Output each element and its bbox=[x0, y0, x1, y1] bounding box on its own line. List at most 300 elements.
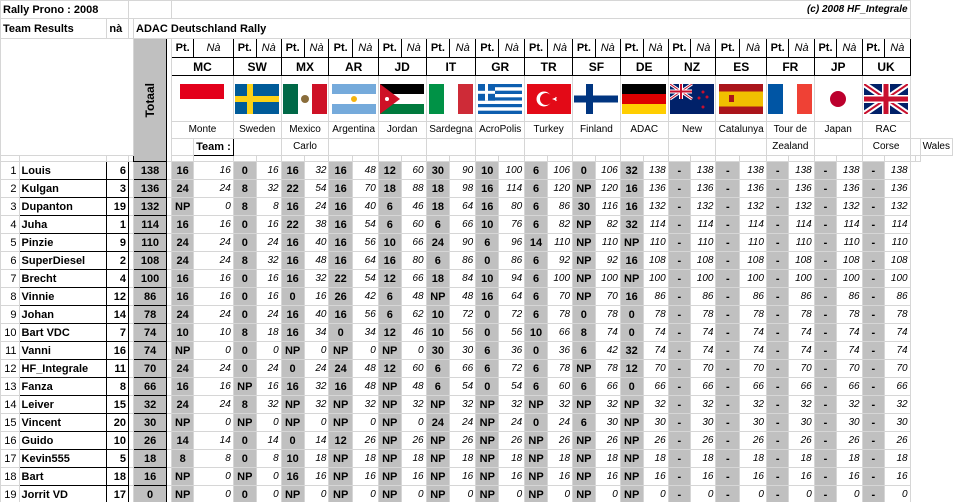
cumulative-cell[interactable]: 42 bbox=[595, 342, 620, 360]
cumulative-cell[interactable]: 16 bbox=[304, 288, 329, 306]
points-cell[interactable]: 16 bbox=[476, 288, 499, 306]
points-cell[interactable]: 18 bbox=[378, 180, 401, 198]
cumulative-cell[interactable]: 70 bbox=[789, 360, 814, 378]
points-cell[interactable]: 0 bbox=[620, 324, 643, 342]
points-cell[interactable]: 24 bbox=[329, 360, 352, 378]
cumulative-cell[interactable]: 66 bbox=[691, 378, 716, 396]
rank-cell[interactable]: 3 bbox=[1, 198, 20, 216]
points-cell[interactable]: - bbox=[766, 252, 788, 270]
points-cell[interactable]: NP bbox=[172, 414, 194, 432]
points-cell[interactable]: NP bbox=[525, 468, 548, 486]
points-cell[interactable]: NP bbox=[426, 486, 450, 502]
points-cell[interactable]: - bbox=[862, 468, 884, 486]
points-cell[interactable]: - bbox=[766, 450, 788, 468]
points-cell[interactable]: NP bbox=[620, 414, 643, 432]
points-cell[interactable]: 6 bbox=[525, 360, 548, 378]
cumulative-cell[interactable]: 24 bbox=[194, 180, 234, 198]
cumulative-cell[interactable]: 0 bbox=[401, 414, 426, 432]
points-cell[interactable]: - bbox=[814, 270, 836, 288]
cumulative-cell[interactable]: 16 bbox=[401, 468, 426, 486]
points-cell[interactable]: - bbox=[668, 432, 690, 450]
cumulative-cell[interactable]: 16 bbox=[256, 216, 281, 234]
points-cell[interactable]: 16 bbox=[329, 252, 352, 270]
cumulative-cell[interactable]: 114 bbox=[643, 216, 668, 234]
na-cell[interactable]: 9 bbox=[107, 234, 129, 252]
team-name-cell[interactable]: Fanza bbox=[19, 378, 107, 396]
cumulative-cell[interactable]: 18 bbox=[789, 450, 814, 468]
points-cell[interactable]: 6 bbox=[476, 342, 499, 360]
points-cell[interactable]: 8 bbox=[233, 180, 256, 198]
flag-es-icon[interactable] bbox=[716, 76, 766, 122]
pt-header[interactable]: Pt. bbox=[766, 39, 788, 58]
points-cell[interactable]: 6 bbox=[378, 216, 401, 234]
points-cell[interactable]: - bbox=[766, 306, 788, 324]
cumulative-cell[interactable]: 32 bbox=[352, 396, 378, 414]
points-cell[interactable]: - bbox=[862, 270, 884, 288]
points-cell[interactable]: NP bbox=[281, 414, 304, 432]
rally-code-nz[interactable]: NZ bbox=[668, 58, 716, 76]
points-cell[interactable]: - bbox=[766, 414, 788, 432]
na-cell[interactable]: 19 bbox=[107, 198, 129, 216]
cumulative-cell[interactable]: 138 bbox=[643, 162, 668, 180]
points-cell[interactable]: 0 bbox=[476, 252, 499, 270]
cumulative-cell[interactable]: 78 bbox=[885, 306, 911, 324]
points-cell[interactable]: 24 bbox=[172, 252, 194, 270]
total-cell[interactable]: 16 bbox=[134, 468, 167, 486]
team-name-cell[interactable]: Vincent bbox=[19, 414, 107, 432]
flag-mc-icon[interactable] bbox=[172, 76, 234, 122]
points-cell[interactable]: 16 bbox=[620, 288, 643, 306]
cumulative-cell[interactable]: 16 bbox=[304, 468, 329, 486]
cumulative-cell[interactable]: 0 bbox=[256, 468, 281, 486]
na-cell[interactable]: 3 bbox=[107, 180, 129, 198]
rank-cell[interactable]: 12 bbox=[1, 360, 20, 378]
cumulative-cell[interactable]: 78 bbox=[740, 306, 767, 324]
rank-cell[interactable]: 2 bbox=[1, 180, 20, 198]
cumulative-cell[interactable]: 114 bbox=[837, 216, 862, 234]
pt-header[interactable]: Pt. bbox=[281, 39, 304, 58]
cumulative-cell[interactable]: 0 bbox=[352, 414, 378, 432]
points-cell[interactable]: - bbox=[766, 396, 788, 414]
cumulative-cell[interactable]: 80 bbox=[401, 252, 426, 270]
cumulative-cell[interactable]: 110 bbox=[643, 234, 668, 252]
cumulative-cell[interactable]: 66 bbox=[837, 378, 862, 396]
cumulative-cell[interactable]: 90 bbox=[450, 234, 476, 252]
cumulative-cell[interactable]: 70 bbox=[595, 288, 620, 306]
cumulative-cell[interactable]: 70 bbox=[547, 288, 572, 306]
na-cell[interactable]: 15 bbox=[107, 396, 129, 414]
points-cell[interactable]: 0 bbox=[233, 432, 256, 450]
points-cell[interactable]: NP bbox=[233, 414, 256, 432]
points-cell[interactable]: - bbox=[862, 306, 884, 324]
points-cell[interactable]: - bbox=[668, 288, 690, 306]
na-cell[interactable]: 6 bbox=[107, 162, 129, 180]
points-cell[interactable]: 0 bbox=[233, 306, 256, 324]
points-cell[interactable]: NP bbox=[573, 252, 596, 270]
points-cell[interactable]: NP bbox=[573, 288, 596, 306]
pt-header[interactable]: Pt. bbox=[668, 39, 690, 58]
cumulative-cell[interactable]: 36 bbox=[499, 342, 525, 360]
cumulative-cell[interactable]: 16 bbox=[256, 378, 281, 396]
team-name-cell[interactable]: Vanni bbox=[19, 342, 107, 360]
rally-code-jp[interactable]: JP bbox=[814, 58, 862, 76]
team-name-cell[interactable]: Brecht bbox=[19, 270, 107, 288]
points-cell[interactable]: 32 bbox=[620, 342, 643, 360]
cumulative-cell[interactable]: 18 bbox=[595, 450, 620, 468]
team-name-cell[interactable]: Bart bbox=[19, 468, 107, 486]
points-cell[interactable]: - bbox=[766, 378, 788, 396]
points-cell[interactable]: - bbox=[668, 198, 690, 216]
points-cell[interactable]: - bbox=[716, 414, 740, 432]
points-cell[interactable]: 0 bbox=[329, 324, 352, 342]
na-italic-header[interactable]: Nà bbox=[256, 39, 281, 58]
cumulative-cell[interactable]: 132 bbox=[643, 198, 668, 216]
points-cell[interactable]: - bbox=[862, 180, 884, 198]
points-cell[interactable]: - bbox=[862, 432, 884, 450]
cumulative-cell[interactable]: 86 bbox=[547, 198, 572, 216]
cumulative-cell[interactable]: 16 bbox=[643, 468, 668, 486]
points-cell[interactable]: 16 bbox=[476, 180, 499, 198]
points-cell[interactable]: - bbox=[716, 342, 740, 360]
points-cell[interactable]: - bbox=[766, 432, 788, 450]
points-cell[interactable]: 14 bbox=[172, 432, 194, 450]
cumulative-cell[interactable]: 24 bbox=[256, 306, 281, 324]
cumulative-cell[interactable]: 32 bbox=[304, 378, 329, 396]
points-cell[interactable]: NP bbox=[573, 216, 596, 234]
na-cell[interactable]: 11 bbox=[107, 360, 129, 378]
totaal-header[interactable] bbox=[134, 39, 167, 162]
cumulative-cell[interactable]: 54 bbox=[304, 180, 329, 198]
cumulative-cell[interactable]: 32 bbox=[304, 162, 329, 180]
cumulative-cell[interactable]: 24 bbox=[304, 198, 329, 216]
points-cell[interactable]: - bbox=[716, 198, 740, 216]
points-cell[interactable]: 8 bbox=[233, 396, 256, 414]
points-cell[interactable]: - bbox=[862, 396, 884, 414]
cumulative-cell[interactable]: 110 bbox=[885, 234, 911, 252]
points-cell[interactable]: - bbox=[862, 234, 884, 252]
cumulative-cell[interactable]: 0 bbox=[194, 198, 234, 216]
team-label[interactable]: Team : bbox=[194, 139, 234, 156]
na-cell[interactable]: 5 bbox=[107, 450, 129, 468]
team-name-cell[interactable]: Kulgan bbox=[19, 180, 107, 198]
flag-fi-icon[interactable] bbox=[573, 76, 621, 122]
rally-name-line2[interactable] bbox=[426, 139, 476, 156]
cumulative-cell[interactable]: 46 bbox=[401, 198, 426, 216]
rank-cell[interactable]: 13 bbox=[1, 378, 20, 396]
na-italic-header[interactable]: Nà bbox=[401, 39, 426, 58]
cumulative-cell[interactable]: 56 bbox=[352, 234, 378, 252]
points-cell[interactable]: NP bbox=[620, 468, 643, 486]
points-cell[interactable]: - bbox=[814, 306, 836, 324]
points-cell[interactable]: - bbox=[716, 216, 740, 234]
points-cell[interactable]: NP bbox=[573, 486, 596, 502]
cumulative-cell[interactable]: 100 bbox=[740, 270, 767, 288]
points-cell[interactable]: NP bbox=[378, 432, 401, 450]
cumulative-cell[interactable]: 0 bbox=[256, 414, 281, 432]
total-cell[interactable]: 138 bbox=[134, 162, 167, 180]
flag-se-icon[interactable] bbox=[233, 76, 281, 122]
cumulative-cell[interactable]: 26 bbox=[352, 432, 378, 450]
total-cell[interactable]: 132 bbox=[134, 198, 167, 216]
cumulative-cell[interactable]: 108 bbox=[789, 252, 814, 270]
rally-code-ar[interactable]: AR bbox=[329, 58, 378, 76]
cumulative-cell[interactable]: 30 bbox=[643, 414, 668, 432]
cumulative-cell[interactable]: 32 bbox=[643, 396, 668, 414]
cumulative-cell[interactable]: 0 bbox=[740, 486, 767, 502]
cumulative-cell[interactable]: 132 bbox=[789, 198, 814, 216]
cumulative-cell[interactable]: 138 bbox=[837, 162, 862, 180]
rally-name[interactable]: Finland bbox=[573, 122, 621, 139]
rally-name[interactable]: Jordan bbox=[378, 122, 426, 139]
cumulative-cell[interactable]: 0 bbox=[194, 414, 234, 432]
cumulative-cell[interactable]: 0 bbox=[352, 486, 378, 502]
points-cell[interactable]: NP bbox=[573, 432, 596, 450]
na-italic-header[interactable]: Nà bbox=[837, 39, 862, 58]
na-italic-header[interactable]: Nà bbox=[547, 39, 572, 58]
na-cell[interactable]: 8 bbox=[107, 378, 129, 396]
cumulative-cell[interactable]: 116 bbox=[595, 198, 620, 216]
cumulative-cell[interactable]: 74 bbox=[691, 342, 716, 360]
points-cell[interactable]: 30 bbox=[426, 162, 450, 180]
points-cell[interactable]: NP bbox=[172, 342, 194, 360]
flag-gr-icon[interactable] bbox=[476, 76, 525, 122]
cumulative-cell[interactable]: 94 bbox=[499, 270, 525, 288]
points-cell[interactable]: 24 bbox=[426, 414, 450, 432]
points-cell[interactable]: NP bbox=[573, 396, 596, 414]
points-cell[interactable]: 12 bbox=[620, 360, 643, 378]
cumulative-cell[interactable]: 54 bbox=[352, 216, 378, 234]
cumulative-cell[interactable]: 66 bbox=[885, 378, 911, 396]
cumulative-cell[interactable]: 16 bbox=[194, 216, 234, 234]
rally-code-tr[interactable]: TR bbox=[525, 58, 573, 76]
cumulative-cell[interactable]: 60 bbox=[401, 162, 426, 180]
points-cell[interactable]: - bbox=[668, 234, 690, 252]
na-italic-header[interactable]: Nà bbox=[450, 39, 476, 58]
cumulative-cell[interactable]: 0 bbox=[194, 468, 234, 486]
cumulative-cell[interactable]: 132 bbox=[740, 198, 767, 216]
cumulative-cell[interactable]: 100 bbox=[789, 270, 814, 288]
cumulative-cell[interactable]: 26 bbox=[740, 432, 767, 450]
cumulative-cell[interactable]: 16 bbox=[194, 162, 234, 180]
na-italic-header[interactable]: Nà bbox=[789, 39, 814, 58]
points-cell[interactable]: - bbox=[862, 198, 884, 216]
cumulative-cell[interactable]: 48 bbox=[450, 288, 476, 306]
team-name-cell[interactable]: Dupanton bbox=[19, 198, 107, 216]
cumulative-cell[interactable]: 86 bbox=[499, 252, 525, 270]
points-cell[interactable]: - bbox=[766, 342, 788, 360]
total-cell[interactable]: 18 bbox=[134, 450, 167, 468]
points-cell[interactable]: - bbox=[668, 378, 690, 396]
cumulative-cell[interactable]: 74 bbox=[837, 342, 862, 360]
cumulative-cell[interactable]: 0 bbox=[595, 486, 620, 502]
cumulative-cell[interactable]: 106 bbox=[547, 162, 572, 180]
cumulative-cell[interactable]: 24 bbox=[194, 306, 234, 324]
cumulative-cell[interactable]: 100 bbox=[885, 270, 911, 288]
points-cell[interactable]: - bbox=[814, 342, 836, 360]
cumulative-cell[interactable]: 0 bbox=[837, 486, 862, 502]
cumulative-cell[interactable]: 78 bbox=[789, 306, 814, 324]
rank-cell[interactable]: 19 bbox=[1, 486, 20, 502]
points-cell[interactable]: NP bbox=[525, 432, 548, 450]
points-cell[interactable]: 22 bbox=[281, 180, 304, 198]
cumulative-cell[interactable]: 136 bbox=[837, 180, 862, 198]
cumulative-cell[interactable]: 114 bbox=[499, 180, 525, 198]
cumulative-cell[interactable]: 18 bbox=[256, 324, 281, 342]
na-cell[interactable]: 10 bbox=[107, 432, 129, 450]
points-cell[interactable]: - bbox=[862, 252, 884, 270]
cumulative-cell[interactable]: 40 bbox=[304, 306, 329, 324]
cumulative-cell[interactable]: 18 bbox=[885, 450, 911, 468]
cumulative-cell[interactable]: 14 bbox=[194, 432, 234, 450]
points-cell[interactable]: - bbox=[716, 324, 740, 342]
points-cell[interactable]: 32 bbox=[620, 216, 643, 234]
points-cell[interactable]: - bbox=[862, 414, 884, 432]
points-cell[interactable]: 0 bbox=[476, 324, 499, 342]
points-cell[interactable]: - bbox=[814, 486, 836, 502]
cumulative-cell[interactable]: 26 bbox=[547, 432, 572, 450]
points-cell[interactable]: 16 bbox=[281, 270, 304, 288]
total-cell[interactable]: 74 bbox=[134, 342, 167, 360]
cumulative-cell[interactable]: 0 bbox=[499, 486, 525, 502]
cumulative-cell[interactable]: 32 bbox=[256, 252, 281, 270]
team-name-cell[interactable]: SuperDiesel bbox=[19, 252, 107, 270]
cumulative-cell[interactable]: 16 bbox=[740, 468, 767, 486]
points-cell[interactable]: 6 bbox=[378, 288, 401, 306]
points-cell[interactable]: - bbox=[716, 180, 740, 198]
cumulative-cell[interactable]: 18 bbox=[352, 450, 378, 468]
cumulative-cell[interactable]: 24 bbox=[547, 414, 572, 432]
cumulative-cell[interactable]: 100 bbox=[643, 270, 668, 288]
rally-name-line2[interactable] bbox=[329, 139, 378, 156]
points-cell[interactable]: 30 bbox=[426, 342, 450, 360]
pt-header[interactable]: Pt. bbox=[426, 39, 450, 58]
team-name-cell[interactable]: Louis bbox=[19, 162, 107, 180]
points-cell[interactable]: 6 bbox=[525, 216, 548, 234]
na-italic-header[interactable]: Nà bbox=[643, 39, 668, 58]
rally-code-de[interactable]: DE bbox=[620, 58, 668, 76]
cumulative-cell[interactable]: 10 bbox=[194, 324, 234, 342]
flag-mx-icon[interactable] bbox=[281, 76, 329, 122]
points-cell[interactable]: 16 bbox=[329, 306, 352, 324]
cumulative-cell[interactable]: 48 bbox=[352, 360, 378, 378]
points-cell[interactable]: 32 bbox=[620, 162, 643, 180]
rank-cell[interactable]: 9 bbox=[1, 306, 20, 324]
points-cell[interactable]: - bbox=[814, 468, 836, 486]
cumulative-cell[interactable]: 70 bbox=[885, 360, 911, 378]
points-cell[interactable]: NP bbox=[378, 396, 401, 414]
points-cell[interactable]: 6 bbox=[426, 378, 450, 396]
rank-cell[interactable]: 6 bbox=[1, 252, 20, 270]
rally-name[interactable]: Monte bbox=[172, 122, 234, 139]
points-cell[interactable]: - bbox=[668, 342, 690, 360]
points-cell[interactable]: 6 bbox=[476, 234, 499, 252]
cumulative-cell[interactable]: 16 bbox=[194, 378, 234, 396]
na-italic-header[interactable]: Nà bbox=[499, 39, 525, 58]
cumulative-cell[interactable]: 86 bbox=[691, 288, 716, 306]
points-cell[interactable]: 0 bbox=[620, 306, 643, 324]
cumulative-cell[interactable]: 86 bbox=[643, 288, 668, 306]
cumulative-cell[interactable]: 0 bbox=[256, 486, 281, 502]
points-cell[interactable]: - bbox=[814, 162, 836, 180]
cumulative-cell[interactable]: 0 bbox=[304, 414, 329, 432]
points-cell[interactable]: NP bbox=[476, 450, 499, 468]
points-cell[interactable]: 16 bbox=[329, 378, 352, 396]
pt-header[interactable]: Pt. bbox=[329, 39, 352, 58]
points-cell[interactable]: NP bbox=[426, 432, 450, 450]
cumulative-cell[interactable]: 8 bbox=[256, 198, 281, 216]
cumulative-cell[interactable]: 24 bbox=[194, 360, 234, 378]
points-cell[interactable]: 0 bbox=[476, 306, 499, 324]
cumulative-cell[interactable]: 78 bbox=[547, 360, 572, 378]
points-cell[interactable]: 0 bbox=[525, 414, 548, 432]
cumulative-cell[interactable]: 136 bbox=[789, 180, 814, 198]
cumulative-cell[interactable]: 66 bbox=[401, 234, 426, 252]
points-cell[interactable]: 24 bbox=[172, 306, 194, 324]
cumulative-cell[interactable]: 16 bbox=[194, 270, 234, 288]
total-cell[interactable]: 78 bbox=[134, 306, 167, 324]
cumulative-cell[interactable]: 32 bbox=[789, 396, 814, 414]
cumulative-cell[interactable]: 0 bbox=[194, 486, 234, 502]
cumulative-cell[interactable]: 30 bbox=[740, 414, 767, 432]
points-cell[interactable]: NP bbox=[378, 378, 401, 396]
cumulative-cell[interactable]: 90 bbox=[450, 162, 476, 180]
points-cell[interactable]: 8 bbox=[573, 324, 596, 342]
cumulative-cell[interactable]: 66 bbox=[740, 378, 767, 396]
points-cell[interactable]: NP bbox=[426, 288, 450, 306]
rally-code-mc[interactable]: MC bbox=[172, 58, 234, 76]
points-cell[interactable]: 24 bbox=[172, 180, 194, 198]
total-cell[interactable]: 74 bbox=[134, 324, 167, 342]
na-italic-header[interactable]: Nà bbox=[595, 39, 620, 58]
cumulative-cell[interactable]: 66 bbox=[401, 270, 426, 288]
points-cell[interactable]: 6 bbox=[476, 360, 499, 378]
cumulative-cell[interactable]: 70 bbox=[740, 360, 767, 378]
cumulative-cell[interactable]: 0 bbox=[885, 486, 911, 502]
points-cell[interactable]: 0 bbox=[281, 432, 304, 450]
rally-name[interactable]: Sardegna bbox=[426, 122, 476, 139]
cumulative-cell[interactable]: 74 bbox=[885, 324, 911, 342]
points-cell[interactable]: - bbox=[668, 360, 690, 378]
points-cell[interactable]: - bbox=[716, 270, 740, 288]
cumulative-cell[interactable]: 96 bbox=[499, 234, 525, 252]
na-cell[interactable]: 2 bbox=[107, 252, 129, 270]
points-cell[interactable]: - bbox=[716, 378, 740, 396]
points-cell[interactable]: 16 bbox=[281, 468, 304, 486]
cumulative-cell[interactable]: 40 bbox=[304, 234, 329, 252]
points-cell[interactable]: 10 bbox=[378, 234, 401, 252]
cumulative-cell[interactable]: 32 bbox=[885, 396, 911, 414]
cumulative-cell[interactable]: 108 bbox=[837, 252, 862, 270]
na-italic-header[interactable]: Nà bbox=[304, 39, 329, 58]
points-cell[interactable]: 10 bbox=[426, 306, 450, 324]
points-cell[interactable]: - bbox=[716, 252, 740, 270]
pt-header[interactable]: Pt. bbox=[620, 39, 643, 58]
points-cell[interactable]: 10 bbox=[172, 324, 194, 342]
cumulative-cell[interactable]: 16 bbox=[691, 468, 716, 486]
total-cell[interactable]: 30 bbox=[134, 414, 167, 432]
points-cell[interactable]: 0 bbox=[573, 162, 596, 180]
points-cell[interactable]: 0 bbox=[573, 306, 596, 324]
cumulative-cell[interactable]: 26 bbox=[643, 432, 668, 450]
cumulative-cell[interactable]: 100 bbox=[837, 270, 862, 288]
na-italic-header[interactable]: Nà bbox=[691, 39, 716, 58]
pt-header[interactable]: Pt. bbox=[525, 39, 548, 58]
rally-name-line2[interactable]: Wales bbox=[920, 139, 952, 156]
flag-de-icon[interactable] bbox=[620, 76, 668, 122]
cumulative-cell[interactable]: 100 bbox=[595, 270, 620, 288]
points-cell[interactable]: NP bbox=[281, 396, 304, 414]
points-cell[interactable]: - bbox=[766, 324, 788, 342]
